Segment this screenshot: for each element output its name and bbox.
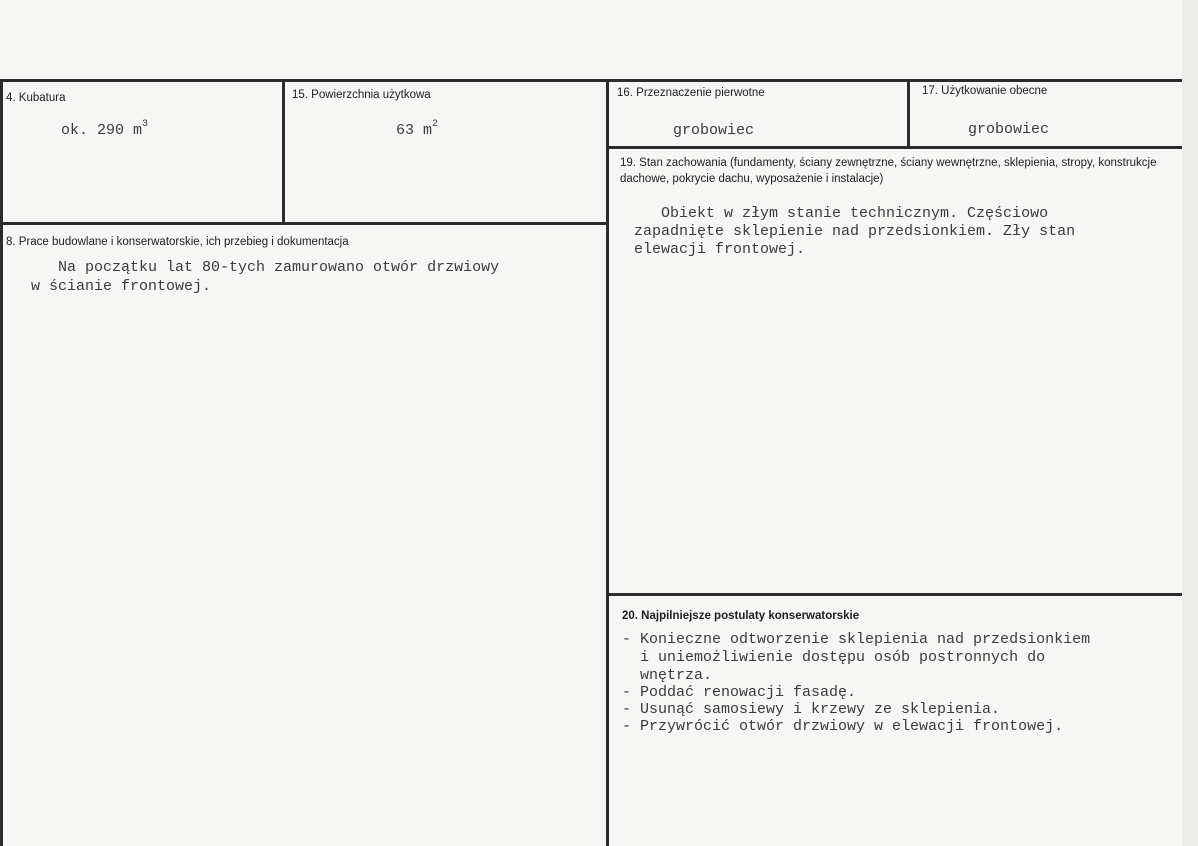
top-rule [0,79,1182,82]
kubatura-text: ok. 290 m [61,122,143,139]
powierzchnia-text: 63 m [396,122,433,139]
left-border [0,79,3,846]
stan-line-2: zapadnięte sklepienie nad przedsionkiem. Zły stan [634,223,1076,240]
divider-kubatura [282,79,285,224]
uzytkowanie-label: 17. Użytkowanie obecne [922,85,1048,97]
kubatura-exponent: 3 [142,119,149,130]
postulaty-line-3: wnętrza. [622,667,713,684]
postulaty-line-1: - Konieczne odtworzenie sklepienia nad przedsionkiem [622,631,1091,648]
przeznaczenie-label: 16. Przeznaczenie pierwotne [617,87,765,99]
uzytkowanie-value: grobowiec [968,121,1050,138]
przeznaczenie-value: grobowiec [673,122,755,139]
postulaty-line-6: - Przywrócić otwór drzwiowy w elewacji frontowej. [622,718,1064,735]
postulaty-label: 20. Najpilniejsze postulaty konserwatorskie [622,610,860,622]
postulaty-line-4: - Poddać renowacji fasadę. [622,684,857,701]
stan-label: 19. Stan zachowania (fundamenty, ściany zewnętrzne, ściany wewnętrzne, sklepienia, stropy, konstrukcje dachowe, pokrycie dachu, wyposażenie i instalacje) [620,157,1157,185]
powierzchnia-label: 15. Powierzchnia użytkowa [292,89,431,101]
row1-bottom-left [0,222,608,225]
prace-line-2: w ścianie frontowej. [31,278,212,295]
page-edge [1182,0,1198,846]
divider-uzytkowanie [907,79,910,148]
prace-label: 8. Prace budowlane i konserwatorskie, ich przebieg i dokumentacja [6,236,349,248]
prace-line-1: Na początku lat 80-tych zamurowano otwór drzwiowy [31,259,500,276]
kubatura-value [61,119,149,140]
postulaty-top-rule [608,593,1182,596]
kubatura-label: 4. Kubatura [6,92,66,104]
divider-center [606,79,609,846]
powierzchnia-value [396,119,439,140]
postulaty-line-2: i uniemożliwienie dostępu osób postronnych do [622,649,1046,666]
stan-line-3: elewacji frontowej. [634,241,806,258]
row1-bottom-right [608,146,1182,149]
powierzchnia-exponent: 2 [432,119,439,130]
stan-line-1: Obiekt w złym stanie technicznym. Częściowo [634,205,1049,222]
postulaty-line-5: - Usunąć samosiewy i krzewy ze sklepienia. [622,701,1001,718]
